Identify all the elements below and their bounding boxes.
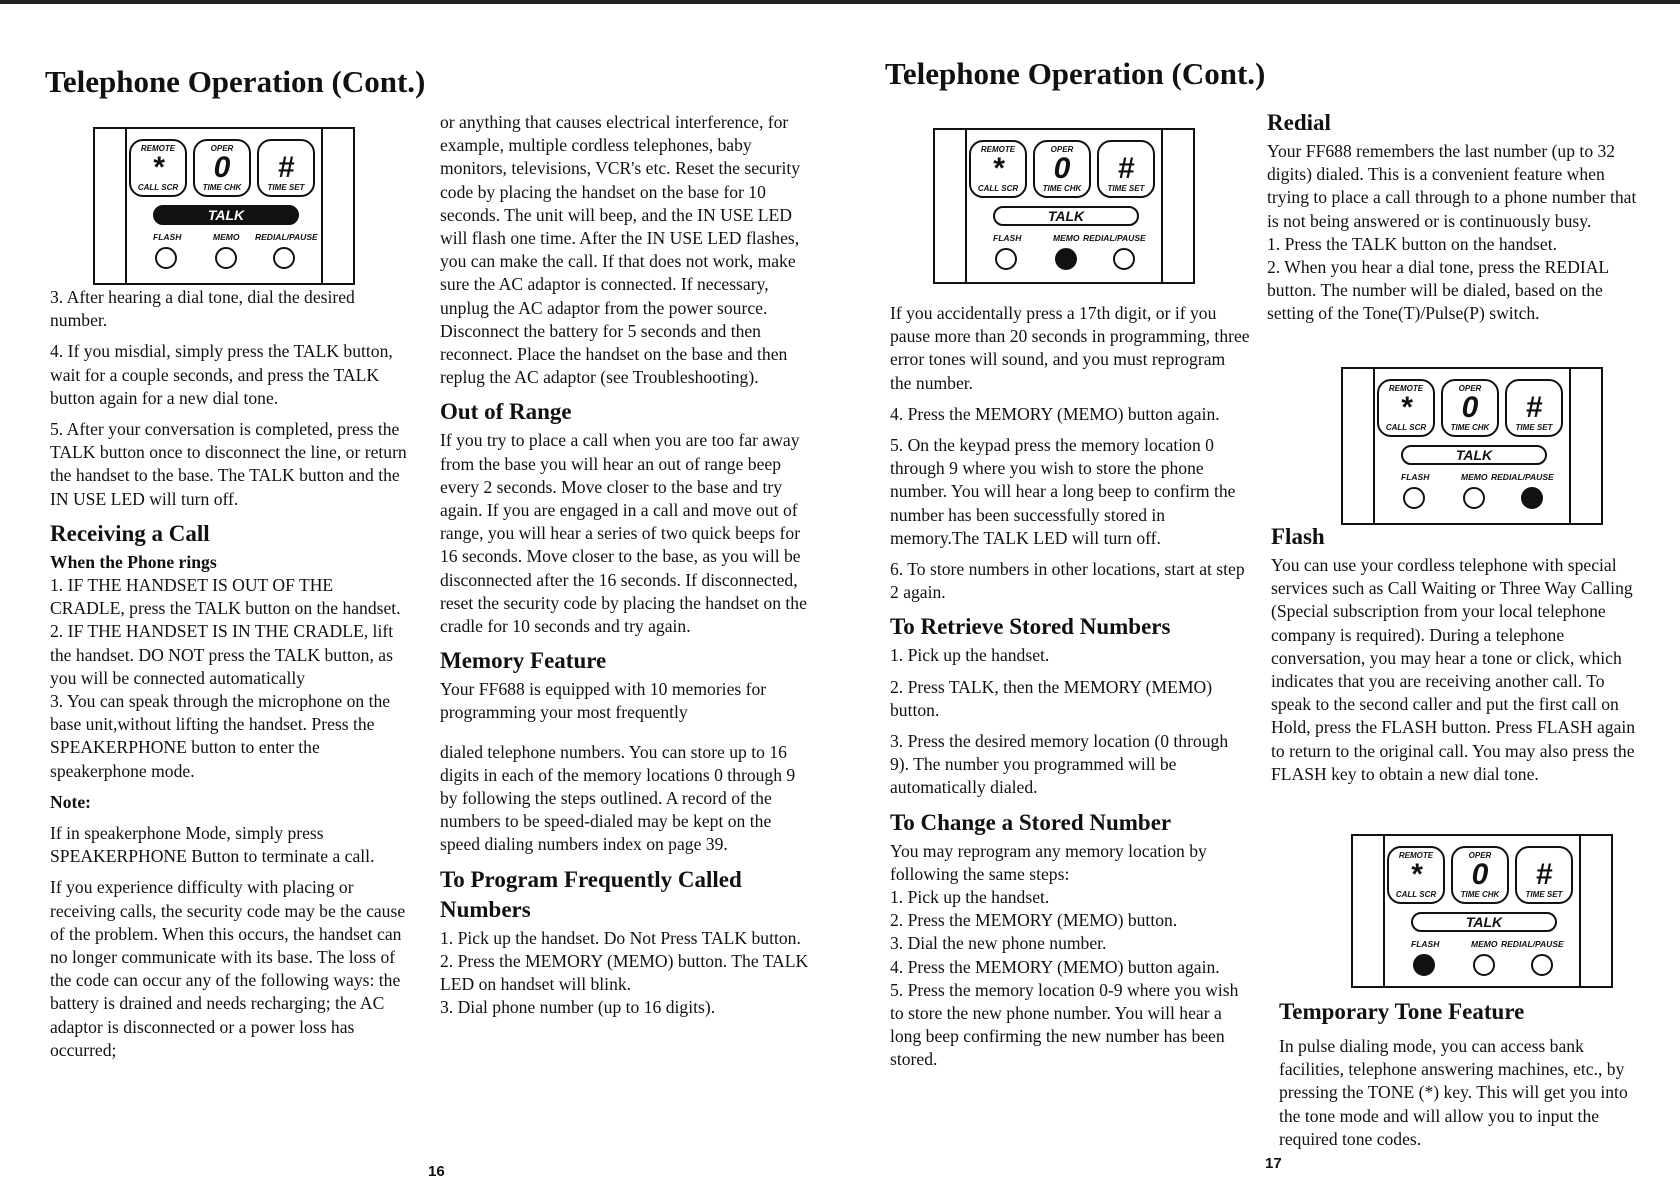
program-step-3: 3. Dial phone number (up to 16 digits). — [440, 997, 716, 1018]
keypad-diagram-memo: REMOTE * CALL SCR OPER 0 TIME CHK # TIME SET TALK FLASH MEMO REDIAL/PAUSE — [933, 128, 1195, 284]
redial-heading: Redial — [1267, 110, 1331, 135]
retrieve-step-3: 3. Press the desired memory location (0 through 9). The number you programmed will be automatically dialed. — [890, 731, 1229, 798]
step-3: 3. After hearing a dial tone, dial the desired number. — [50, 287, 355, 331]
receive-step-1: 1. IF THE HANDSET IS OUT OF THE CRADLE, press the TALK button on the handset. — [50, 575, 401, 619]
left-column-2 — [440, 111, 812, 1020]
keypad-diagram-flash: REMOTE * CALL SCR OPER 0 TIME CHK # TIME SET TALK FLASH MEMO REDIAL/PAUSE — [1351, 834, 1613, 988]
redial-step-2: 2. When you hear a dial tone, press the REDIAL button. The number will be dialed, based on the setting of the Tone(T)/Pulse(P) switch. — [1267, 257, 1609, 324]
page-number-16: 16 — [428, 1163, 445, 1180]
redial-button-icon — [1113, 248, 1135, 270]
change-heading: To Change a Stored Number — [890, 809, 1172, 835]
store-step-6: 6. To store numbers in other locations, start at step 2 again. — [890, 559, 1245, 603]
memo-button-icon — [1473, 954, 1495, 976]
program-step-2: 2. Press the MEMORY (MEMO) button. The TALK LED on handset will blink. — [440, 950, 809, 995]
retrieve-step-2: 2. Press TALK, then the MEMORY (MEMO) button. — [890, 676, 1213, 720]
left-column-1 — [50, 286, 412, 1070]
right-column-1 — [890, 302, 1250, 1072]
memory-heading: Memory Feature — [440, 648, 607, 674]
flash-button-icon — [995, 248, 1017, 270]
flash-button-icon — [1403, 487, 1425, 509]
when-rings-subheading: When the Phone rings — [50, 551, 217, 572]
memo-button-icon — [1463, 487, 1485, 509]
memory-text-2: dialed telephone numbers. You can store up to 16 digits in each of the memory locations 0 through 9 by following the steps outlined. A record of the numbers to be speed-dialed may be kept on the speed dialing numbers index on page 39. — [440, 741, 796, 855]
security-continued: or anything that causes electrical interference, for example, multiple cordless telephones, baby monitors, televisions, VCR's etc. Reset the security code by placing the handset on the base for 10 seconds. The unit will beep, and the IN USE LED will flash one time. After the IN USE LED flashes, you can make the call. If that does not work, make sure the AC adaptor is connected. If necessary, unplug the AC adaptor from the power source. Disconnect the battery for 5 seconds and then reconnect. Place the handset on the base and then replug the AC adaptor (see Troubleshooting). — [440, 112, 801, 388]
keypad-diagram-redial: REMOTE * CALL SCR OPER 0 TIME CHK # TIME SET TALK FLASH MEMO REDIAL/PAUSE — [1341, 367, 1603, 525]
temp-tone-heading: Temporary Tone Feature — [1279, 999, 1525, 1024]
note-label: Note: — [50, 791, 92, 812]
memo-button-icon — [1055, 248, 1077, 270]
accidental-text: If you accidentally press a 17th digit, or if you pause more than 20 seconds in programming, three error tones will sound, and you must reprogram the number. — [890, 303, 1250, 393]
flash-button-icon — [1413, 954, 1435, 976]
flash-text: You can use your cordless telephone with special services such as Call Waiting or Three Way Calling (Special subscription from your local telephone company is required). During a telephone conversation, you may hear a tone or click, which indicates that you are receiving another call. To speak to the second caller and put the first call on Hold, press the FLASH button. Press FLASH again to return to the original call. You may also press the FLASH key to obtain a new dial tone. — [1271, 555, 1636, 784]
step-4: 4. If you misdial, simply press the TALK button, wait for a couple seconds, and press the TALK button again for a new dial tone. — [50, 341, 393, 408]
difficulty-text: If you experience difficulty with placing or receiving calls, the security code may be the cause of the problem. When this occurs, the handset can no longer communicate with its base. The loss of the code can occur any of the following ways: the battery is drained and needs recharging; the AC adaptor is disconnected or a power loss has occurred; — [50, 877, 406, 1060]
flash-button-icon — [155, 247, 177, 269]
memo-button-icon — [215, 247, 237, 269]
change-step-2: 2. Press the MEMORY (MEMO) button. — [890, 910, 1178, 931]
out-of-range-text: If you try to place a call when you are too far away from the base you will hear an out of range beep every 2 seconds. Move closer to the base and try again. If you are engaged in a call and move out of range, you will hear a series of two quick beeps for 16 seconds. Move closer to the base, as you will be disconnected after the 16 seconds. If disconnected, reset the security code by placing the handset on the cradle for 10 seconds and try again. — [440, 430, 807, 637]
right-page-title: Telephone Operation (Cont.) — [885, 56, 1266, 91]
program-heading: To Program Frequently Called Numbers — [440, 866, 742, 922]
scan-edge — [0, 0, 1680, 4]
left-page-title: Telephone Operation (Cont.) — [45, 64, 426, 99]
change-step-3: 3. Dial the new phone number. — [890, 933, 1107, 954]
redial-step-1: 1. Press the TALK button on the handset. — [1267, 233, 1557, 254]
receive-step-3: 3. You can speak through the microphone on the base unit,without lifting the handset. Press the SPEAKERPHONE button to enter the speakerphone mode. — [50, 691, 391, 781]
store-step-4: 4. Press the MEMORY (MEMO) button again. — [890, 403, 1220, 424]
page-number-17: 17 — [1265, 1155, 1282, 1172]
temp-tone-text: In pulse dialing mode, you can access bank facilities, telephone answering machines, etc., by pressing the TONE (*) key. This will get you into the tone mode and will allow you to input the required tone codes. — [1279, 1036, 1628, 1149]
keypad-diagram-talk: REMOTE * CALL SCR OPER 0 TIME CHK # TIME SET TALK FLASH MEMO REDIAL/PAUSE — [93, 127, 355, 285]
right-column-2b — [1271, 522, 1647, 786]
note-text: If in speakerphone Mode, simply press SPEAKERPHONE Button to terminate a call. — [50, 823, 375, 867]
redial-button-icon — [1531, 954, 1553, 976]
zero-key: OPER 0 TIME CHK — [193, 139, 251, 197]
right-column-2 — [1267, 108, 1637, 326]
right-column-2c — [1279, 997, 1647, 1151]
change-step-1: 1. Pick up the handset. — [890, 887, 1050, 908]
flash-heading: Flash — [1271, 524, 1325, 549]
redial-button-icon — [273, 247, 295, 269]
redial-button-icon — [1521, 487, 1543, 509]
redial-text: Your FF688 remembers the last number (up to 32 digits) dialed. This is a convenient feature when trying to place a call through to a phone number that is not being answered or is continuously busy. — [1267, 141, 1637, 231]
star-key: REMOTE * CALL SCR — [129, 139, 187, 197]
memory-text-1: Your FF688 is equipped with 10 memories for programming your most frequently — [440, 679, 767, 723]
receiving-heading: Receiving a Call — [50, 520, 210, 546]
talk-key: TALK — [153, 205, 299, 225]
step-5: 5. After your conversation is completed, press the TALK button once to disconnect the line, or return the handset to the base. The TALK button and the IN USE LED will turn off. — [50, 419, 407, 509]
out-of-range-heading: Out of Range — [440, 399, 572, 425]
change-intro: You may reprogram any memory location by following the same steps: — [890, 840, 1207, 884]
retrieve-heading: To Retrieve Stored Numbers — [890, 614, 1171, 640]
change-step-5: 5. Press the memory location 0-9 where you wish to store the new phone number. You will hear a long beep confirming the new number has been stored. — [890, 979, 1239, 1070]
receive-step-2: 2. IF THE HANDSET IS IN THE CRADLE, lift the handset. DO NOT press the TALK button, as you will be connected automatically — [50, 621, 394, 688]
program-step-1: 1. Pick up the handset. Do Not Press TALK button. — [440, 927, 801, 948]
retrieve-step-1: 1. Pick up the handset. — [890, 645, 1050, 666]
store-step-5: 5. On the keypad press the memory location 0 through 9 where you wish to store the phone number. You will hear a long beep to confirm the number has been successfully stored in memory.The TALK LED will turn off. — [890, 435, 1236, 548]
hash-key: # TIME SET — [257, 139, 315, 197]
change-step-4: 4. Press the MEMORY (MEMO) button again. — [890, 956, 1220, 977]
